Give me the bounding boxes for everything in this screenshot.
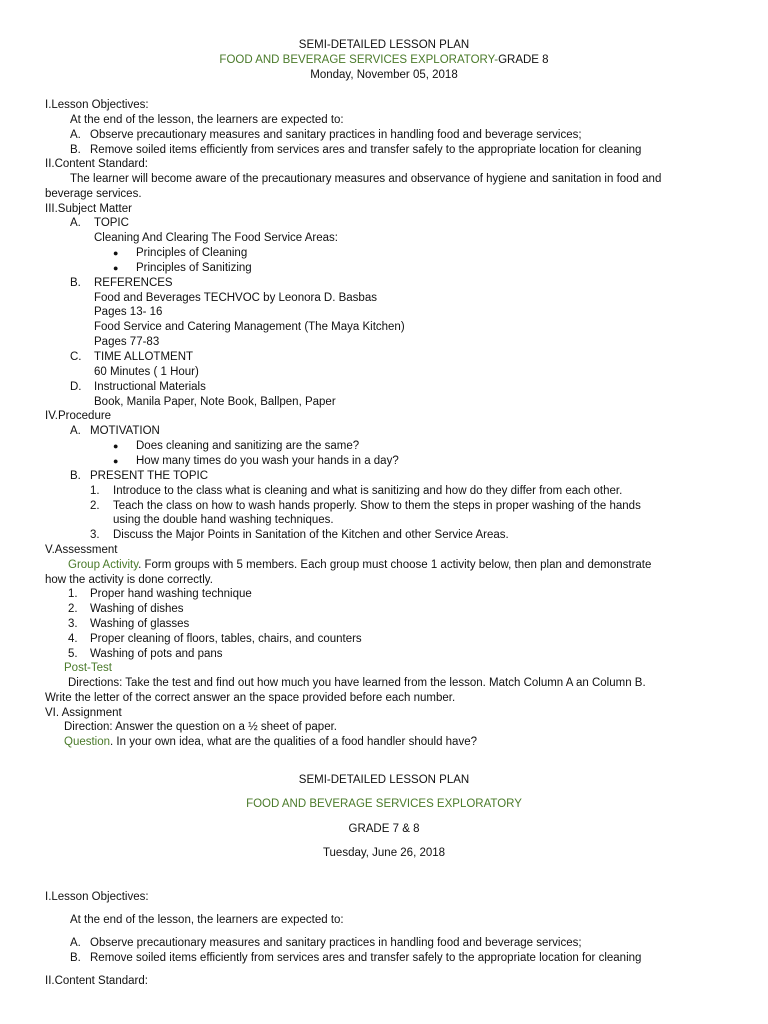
doc1-topic-bullet-1: Principles of Cleaning bbox=[136, 247, 248, 259]
doc2-objective-b-marker: B. bbox=[70, 952, 81, 964]
doc1-question bbox=[64, 735, 477, 749]
doc2-subject: FOOD AND BEVERAGE SERVICES EXPLORATORY bbox=[246, 798, 522, 810]
doc1-topic-marker: A. bbox=[70, 217, 81, 229]
doc1-group-activity-line2: how the activity is done correctly. bbox=[45, 574, 213, 586]
doc1-group-activity bbox=[68, 558, 651, 572]
doc1-objective-b: Remove soiled items efficiently from services ares and transfer safely to the appropriate location for cleaning bbox=[90, 144, 642, 156]
doc2-objective-b: Remove soiled items efficiently from services ares and transfer safely to the appropriate location for cleaning bbox=[90, 952, 642, 964]
doc1-activity-3: Washing of glasses bbox=[90, 618, 190, 630]
doc1-time-text: 60 Minutes ( 1 Hour) bbox=[94, 366, 199, 378]
doc1-materials-marker: D. bbox=[70, 381, 82, 393]
doc1-present-1: Introduce to the class what is cleaning and what is sanitizing and how do they differ from each other. bbox=[113, 485, 623, 497]
doc2-date: Tuesday, June 26, 2018 bbox=[322, 847, 446, 859]
doc1-reference-1: Food and Beverages TECHVOC by Leonora D. Basbas bbox=[94, 292, 377, 304]
doc1-title: SEMI-DETAILED LESSON PLAN bbox=[298, 39, 470, 51]
doc1-post-test-line1: Directions: Take the test and find out how much you have learned from the lesson. Match Column A an Column B. bbox=[68, 677, 646, 689]
bullet-icon: ● bbox=[113, 456, 119, 466]
doc2-grade: GRADE 7 & 8 bbox=[348, 823, 420, 835]
doc1-activity-2-marker: 2. bbox=[68, 603, 78, 615]
doc1-motivation-label: MOTIVATION bbox=[90, 425, 160, 437]
doc1-reference-2: Pages 13- 16 bbox=[94, 306, 163, 318]
doc2-objectives-intro: At the end of the lesson, the learners are expected to: bbox=[70, 914, 344, 926]
doc1-activity-3-marker: 3. bbox=[68, 618, 78, 630]
doc1-motivation-bullet-1: Does cleaning and sanitizing are the same? bbox=[136, 440, 360, 452]
doc1-post-test-label: Post-Test bbox=[64, 662, 112, 674]
doc1-present-3-marker: 3. bbox=[90, 529, 100, 541]
doc1-motivation-bullet-2: How many times do you wash your hands in a day? bbox=[136, 455, 399, 467]
doc1-group-activity-text: . Form groups with 5 members. Each group must choose 1 activity below, then plan and demonstrate bbox=[138, 559, 652, 571]
doc1-present-label: PRESENT THE TOPIC bbox=[90, 470, 209, 482]
doc1-present-marker: B. bbox=[70, 470, 81, 482]
doc1-topic-bullet-2: Principles of Sanitizing bbox=[136, 262, 252, 274]
doc1-activity-4-marker: 4. bbox=[68, 633, 78, 645]
doc1-question-label: Question bbox=[64, 736, 111, 748]
doc1-content-line1: The learner will become aware of the precautionary measures and observance of hygiene and sanitation in food and bbox=[70, 173, 662, 185]
doc1-present-2-marker: 2. bbox=[90, 500, 100, 512]
doc1-objectives-intro: At the end of the lesson, the learners are expected to: bbox=[70, 114, 344, 126]
doc1-reference-4: Pages 77-83 bbox=[94, 336, 160, 348]
doc1-activity-1: Proper hand washing technique bbox=[90, 588, 252, 600]
doc2-objectives-heading: I.Lesson Objectives: bbox=[45, 891, 149, 903]
bullet-icon: ● bbox=[113, 441, 119, 451]
doc1-content-heading: II.Content Standard: bbox=[45, 158, 148, 170]
doc1-objectives-heading: I.Lesson Objectives: bbox=[45, 99, 149, 111]
doc1-content-line2: beverage services. bbox=[45, 188, 142, 200]
doc2-objective-a: Observe precautionary measures and sanitary practices in handling food and beverage services; bbox=[90, 937, 582, 949]
doc1-present-2-cont: using the double hand washing techniques. bbox=[113, 514, 334, 526]
doc1-question-text: . In your own idea, what are the qualities of a food handler should have? bbox=[110, 736, 477, 748]
doc1-materials-text: Book, Manila Paper, Note Book, Ballpen, Paper bbox=[94, 396, 336, 408]
doc1-objective-a-marker: A. bbox=[70, 129, 81, 141]
doc1-references-marker: B. bbox=[70, 277, 81, 289]
doc1-topic-label: TOPIC bbox=[94, 217, 129, 229]
doc1-group-activity-label: Group Activity bbox=[68, 559, 139, 571]
bullet-icon: ● bbox=[113, 263, 119, 273]
doc1-grade: GRADE 8 bbox=[498, 54, 549, 66]
doc1-time-label: TIME ALLOTMENT bbox=[94, 351, 194, 363]
doc1-motivation-marker: A. bbox=[70, 425, 81, 437]
doc1-activity-2: Washing of dishes bbox=[90, 603, 184, 615]
doc1-present-3: Discuss the Major Points in Sanitation of the Kitchen and other Service Areas. bbox=[113, 529, 509, 541]
doc1-present-1-marker: 1. bbox=[90, 485, 100, 497]
doc1-activity-5-marker: 5. bbox=[68, 648, 78, 660]
doc1-activity-4: Proper cleaning of floors, tables, chairs, and counters bbox=[90, 633, 362, 645]
doc2-objective-a-marker: A. bbox=[70, 937, 81, 949]
doc1-assignment-heading: VI. Assignment bbox=[45, 707, 122, 719]
bullet-icon: ● bbox=[113, 248, 119, 258]
doc1-materials-label: Instructional Materials bbox=[94, 381, 206, 393]
doc1-post-test-line2: Write the letter of the correct answer an the space provided before each number. bbox=[45, 692, 456, 704]
doc1-assignment-direction: Direction: Answer the question on a ½ sheet of paper. bbox=[64, 721, 337, 733]
doc1-procedure-heading: IV.Procedure bbox=[45, 410, 112, 422]
doc1-objective-a: Observe precautionary measures and sanitary practices in handling food and beverage services; bbox=[90, 129, 582, 141]
doc1-activity-1-marker: 1. bbox=[68, 588, 78, 600]
doc1-activity-5: Washing of pots and pans bbox=[90, 648, 223, 660]
doc1-reference-3: Food Service and Catering Management (The Maya Kitchen) bbox=[94, 321, 405, 333]
doc1-time-marker: C. bbox=[70, 351, 82, 363]
doc1-subject-line bbox=[0, 53, 768, 67]
doc2-title: SEMI-DETAILED LESSON PLAN bbox=[298, 774, 470, 786]
doc1-date: Monday, November 05, 2018 bbox=[310, 69, 458, 81]
doc1-objective-b-marker: B. bbox=[70, 144, 81, 156]
doc1-subject-matter-heading: III.Subject Matter bbox=[45, 203, 132, 215]
doc1-present-2: Teach the class on how to wash hands properly. Show to them the steps in proper washing of the hands bbox=[113, 500, 641, 512]
doc2-content-heading: II.Content Standard: bbox=[45, 975, 148, 987]
doc1-assessment-heading: V.Assessment bbox=[45, 544, 118, 556]
doc1-references-label: REFERENCES bbox=[94, 277, 173, 289]
doc1-subject: FOOD AND BEVERAGE SERVICES EXPLORATORY- bbox=[219, 54, 499, 66]
doc1-topic-text: Cleaning And Clearing The Food Service Areas: bbox=[94, 232, 338, 244]
